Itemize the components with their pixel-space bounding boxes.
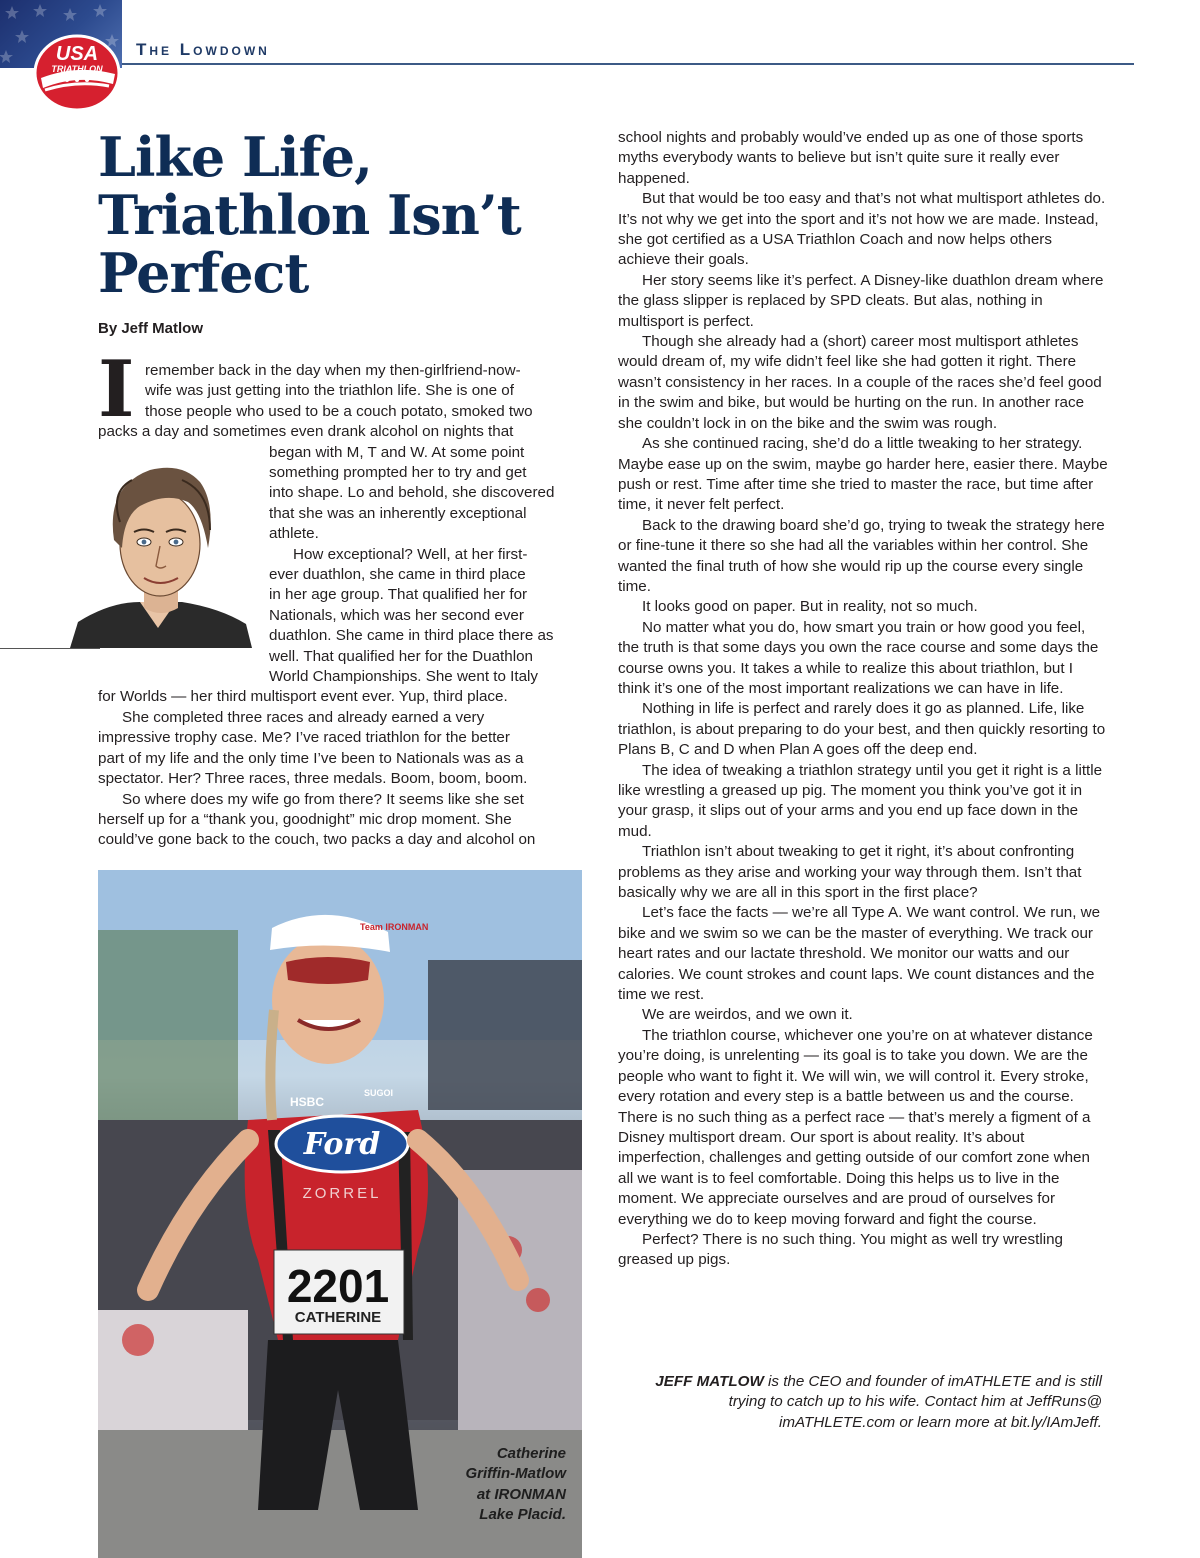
left-line: wife was just getting into the triathlon life. She is one of bbox=[145, 382, 514, 399]
left-line: well. That qualified her for the Duathlon bbox=[269, 648, 533, 665]
paragraph: We are weirdos, and we own it. bbox=[642, 1006, 853, 1024]
left-line: World Championships. She went to Italy bbox=[269, 668, 539, 685]
paragraph: As she continued racing, she’d do a little tweaking to her strategy. Maybe ease up on the swim, maybe go harder here, easier there. Maybe push or rest. Time after time she tried to master the race, but time after time, it never felt perfect. bbox=[618, 435, 1108, 514]
left-line: packs a day and sometimes even drank alcohol on nights that bbox=[98, 423, 514, 440]
left-line: for Worlds — her third multisport event ever. Yup, third place. bbox=[98, 688, 508, 705]
paragraph: Perfect? There is no such thing. You might as well try wrestling greased up pigs. bbox=[618, 1230, 1063, 1269]
headline-line-2: Triathlon Isn’t bbox=[98, 183, 521, 247]
left-line: So where does my wife go from there? It seems like she set bbox=[122, 791, 524, 808]
caption-line: Lake Placid. bbox=[479, 1506, 566, 1524]
usa-triathlon-logo bbox=[33, 34, 121, 112]
paragraph: Back to the drawing board she’d go, trying to tweak the strategy here or fine-tune it there so she had all the variables within her control. She wanted the final truth of how she would rip up the course every single time. bbox=[618, 516, 1105, 595]
jersey-sub-text: ZORREL bbox=[302, 1185, 382, 1202]
paragraph: The triathlon course, whichever one you’re on at whatever distance you’re doing, is unrelenting — its goal is to take you down. We are the people who want to fight it. We will win, we will control it. Every stroke, every rotation and every step is a battle between us and the course. There is no such thing as a perfect race — that’s merely a figment of a Disney multisport dream. Our sport is about reality. It’s about imperfection, challenges and getting outside of our comfort zone when all we want is to feel comfortable. Doing this helps us to live in the moment. We appreciate ourselves and are proud of ourselves for everything we do to keep moving forward and fight the course. bbox=[618, 1026, 1093, 1228]
left-line: in her age group. That qualified her for bbox=[269, 586, 528, 603]
left-line: remember back in the day when my then-girlfriend-now- bbox=[145, 362, 521, 379]
left-line: something prompted her to try and get bbox=[269, 464, 527, 481]
paragraph: Nothing in life is perfect and rarely does it go as planned. Life, like triathlon, is about preparing to do your best, and then quickly resorting to Plans B, C and D when Plan A goes off the deep end. bbox=[618, 700, 1106, 759]
paragraph: It looks good on paper. But in reality, not so much. bbox=[642, 598, 978, 616]
left-line: into shape. Lo and behold, she discovered bbox=[269, 484, 555, 501]
left-line: She completed three races and already earned a very bbox=[122, 709, 485, 726]
author-portrait-illustration bbox=[70, 452, 252, 648]
headline-line-1: Like Life, bbox=[98, 125, 372, 189]
left-line: How exceptional? Well, at her first- bbox=[293, 546, 528, 563]
headline-line-3: Perfect bbox=[98, 241, 309, 305]
right-column bbox=[618, 128, 1108, 1271]
author-bio bbox=[640, 1372, 1102, 1433]
paragraph: Triathlon isn’t about tweaking to get it right, it’s about confronting problems as they arise and working your way through them. Isn’t that basically why we are all in this sport in the first place? bbox=[618, 843, 1082, 902]
left-line: duathlon. She came in third place there as bbox=[269, 627, 554, 644]
left-line: part of my life and the only time I’ve been to Nationals was as a bbox=[98, 750, 524, 767]
logo-triathlon-text: TRIATHLON bbox=[51, 64, 103, 74]
visor-text: Team IRONMAN bbox=[360, 922, 429, 932]
bib-number: 2201 bbox=[286, 1260, 390, 1312]
caption-line: Griffin-Matlow bbox=[465, 1465, 566, 1483]
caption-line: Catherine bbox=[496, 1445, 566, 1462]
headline bbox=[98, 125, 618, 305]
paragraph: Her story seems like it’s perfect. A Disney-like duathlon dream where the glass slipper is replaced by SPD cleats. But alas, nothing in multisport is perfect. bbox=[618, 271, 1104, 330]
paragraph: school nights and probably would’ve ended up as one of those sports myths everybody wants to believe but isn’t quite sure it really ever happened. bbox=[618, 129, 1084, 187]
paragraph: Though she already had a (short) career most multisport athletes would dream of, my wife didn’t feel like she had gotten it right. There wasn’t consistency in her races. In a couple of the races she’d feel good in the swim and bike, but would be hurting on the run. In another race she couldn’t lock in on the bike and the swim was rough. bbox=[618, 333, 1102, 432]
left-line: impressive trophy case. Me? I’ve raced triathlon for the better bbox=[98, 729, 510, 746]
byline: By Jeff Matlow bbox=[98, 320, 204, 337]
left-line: herself up for a “thank you, goodnight” mic drop moment. She bbox=[98, 811, 512, 828]
photo-caption bbox=[465, 1444, 566, 1526]
left-line: ever duathlon, she came in third place bbox=[269, 566, 526, 583]
jersey-sponsor-left: HSBC bbox=[290, 1095, 325, 1109]
left-line: that she was an inherently exceptional bbox=[269, 505, 527, 522]
caption-line: at IRONMAN bbox=[476, 1485, 566, 1503]
header-rule bbox=[122, 63, 1134, 65]
race-photo bbox=[98, 870, 582, 1558]
paragraph: But that would be too easy and that’s not what multisport athletes do. It’s not why we get into the sport and it’s not how we are made. Instead, she got certified as a USA Triathlon Coach and now helps others achieve their goals. bbox=[618, 190, 1106, 269]
section-title: The Lowdown bbox=[136, 40, 270, 59]
jersey-logo-text: Ford bbox=[303, 1127, 381, 1162]
bio-name: JEFF MATLOW bbox=[655, 1373, 764, 1390]
bio-text: is the CEO and founder of imATHLETE and is still trying to catch up to his wife. Contact him at JeffRuns@ imATHLETE.com or learn more at bit.ly/IAmJeff. bbox=[728, 1373, 1102, 1431]
bib-name: CATHERINE bbox=[294, 1309, 382, 1326]
jersey-sponsor-right: SUGOI bbox=[364, 1088, 394, 1098]
side-rule bbox=[0, 648, 100, 649]
left-line: spectator. Her? Three races, three medals. Boom, boom, boom. bbox=[98, 770, 528, 787]
paragraph: No matter what you do, how smart you train or how good you feel, the truth is that some days you own the race course and some days the course owns you. It takes a while to realize this about triathlon, but I think it’s one of the most important realizations we can have in life. bbox=[618, 618, 1099, 697]
left-line: athlete. bbox=[269, 525, 319, 542]
paragraph: Let’s face the facts — we’re all Type A. We want control. We run, we bike and we swim so we can be the master of everything. We track our heart rates and our lactate threshold. We monitor our watts and our calories. We count strokes and count laps. We count distances and the time we rest. bbox=[618, 904, 1101, 1004]
left-line: began with M, T and W. At some point bbox=[269, 444, 525, 461]
left-line: Nationals, which was her second ever bbox=[269, 607, 524, 624]
left-line: could’ve gone back to the couch, two packs a day and alcohol on bbox=[98, 831, 536, 848]
left-line: those people who used to be a couch potato, smoked two bbox=[145, 403, 533, 420]
drop-cap: I bbox=[98, 344, 135, 435]
paragraph: The idea of tweaking a triathlon strategy until you get it right is a little like wrestling a greased up pig. The moment you think you’ve got it in your grasp, it slips out of your arms and you end up face down in the mud. bbox=[618, 761, 1103, 840]
logo-usa-text: USA bbox=[55, 43, 99, 65]
